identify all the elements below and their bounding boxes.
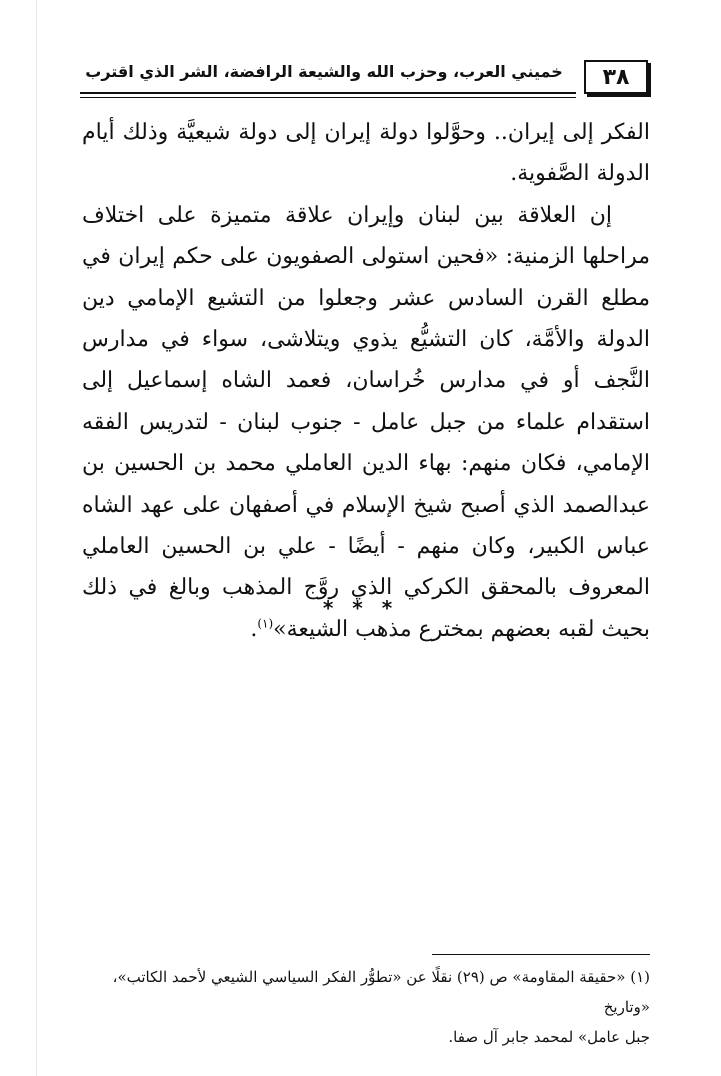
page-number: ٣٨ bbox=[584, 60, 648, 94]
footnote-reference[interactable]: (١) bbox=[257, 616, 274, 631]
running-title: خميني العرب، وحزب الله والشيعة الرافضة، الشر الذي اقترب bbox=[85, 62, 563, 81]
footnote-rule bbox=[432, 954, 650, 955]
footnote bbox=[84, 962, 650, 1052]
section-separator: * * * bbox=[322, 596, 399, 620]
header-rule bbox=[80, 92, 576, 94]
paragraph-2-end: . bbox=[250, 616, 258, 642]
page-header bbox=[80, 58, 648, 106]
paragraph-2-text: إن العلاقة بين لبنان وإيران علاقة متميزة على اختلاف مراحلها الزمنية: «فحين استولى الصفويون على حكم إيران في مطلع القرن السادس عشر وجعلوا من التشيع الإمامي دين الدولة والأمَّة، كان التشيُّع يذوي ويتلاشى، سواء في مدارس النَّجف أو في مدارس خُراسان، فعمد الشاه إسماعيل إلى استقدام علماء من جبل عامل - جنوب لبنان - لتدريس الفقه الإمامي، فكان منهم: بهاء الدين العاملي محمد بن الحسين بن عبدالصمد الذي أصبح شيخ الإسلام في أصفهان على عهد الشاه عباس الكبير، وكان منهم - أيضًا - علي بن الحسين العاملي المعروف بالمحقق الكركي الذي روَّج المذهب وبالغ في ذلك بحيث لقبه بعضهم بمخترع مذهب الشيعة» bbox=[82, 202, 650, 642]
page-edge-line bbox=[36, 0, 37, 1076]
paragraph-2 bbox=[82, 195, 650, 650]
paragraph-1: الفكر إلى إيران.. وحوَّلوا دولة إيران إلى دولة شيعيَّة وذلك أيام الدولة الصَّفوية. bbox=[82, 120, 650, 187]
footnote-line-1: (١) «حقيقة المقاومة» ص (٢٩) نقلًا عن «تطوُّر الفكر السياسي الشيعي لأحمد الكاتب»، «وتاريخ bbox=[112, 968, 650, 1016]
footnote-line-2: جبل عامل» لمحمد جابر آل صفا. bbox=[448, 1028, 650, 1046]
body-text bbox=[82, 112, 650, 650]
header-rule-thin bbox=[80, 97, 576, 98]
